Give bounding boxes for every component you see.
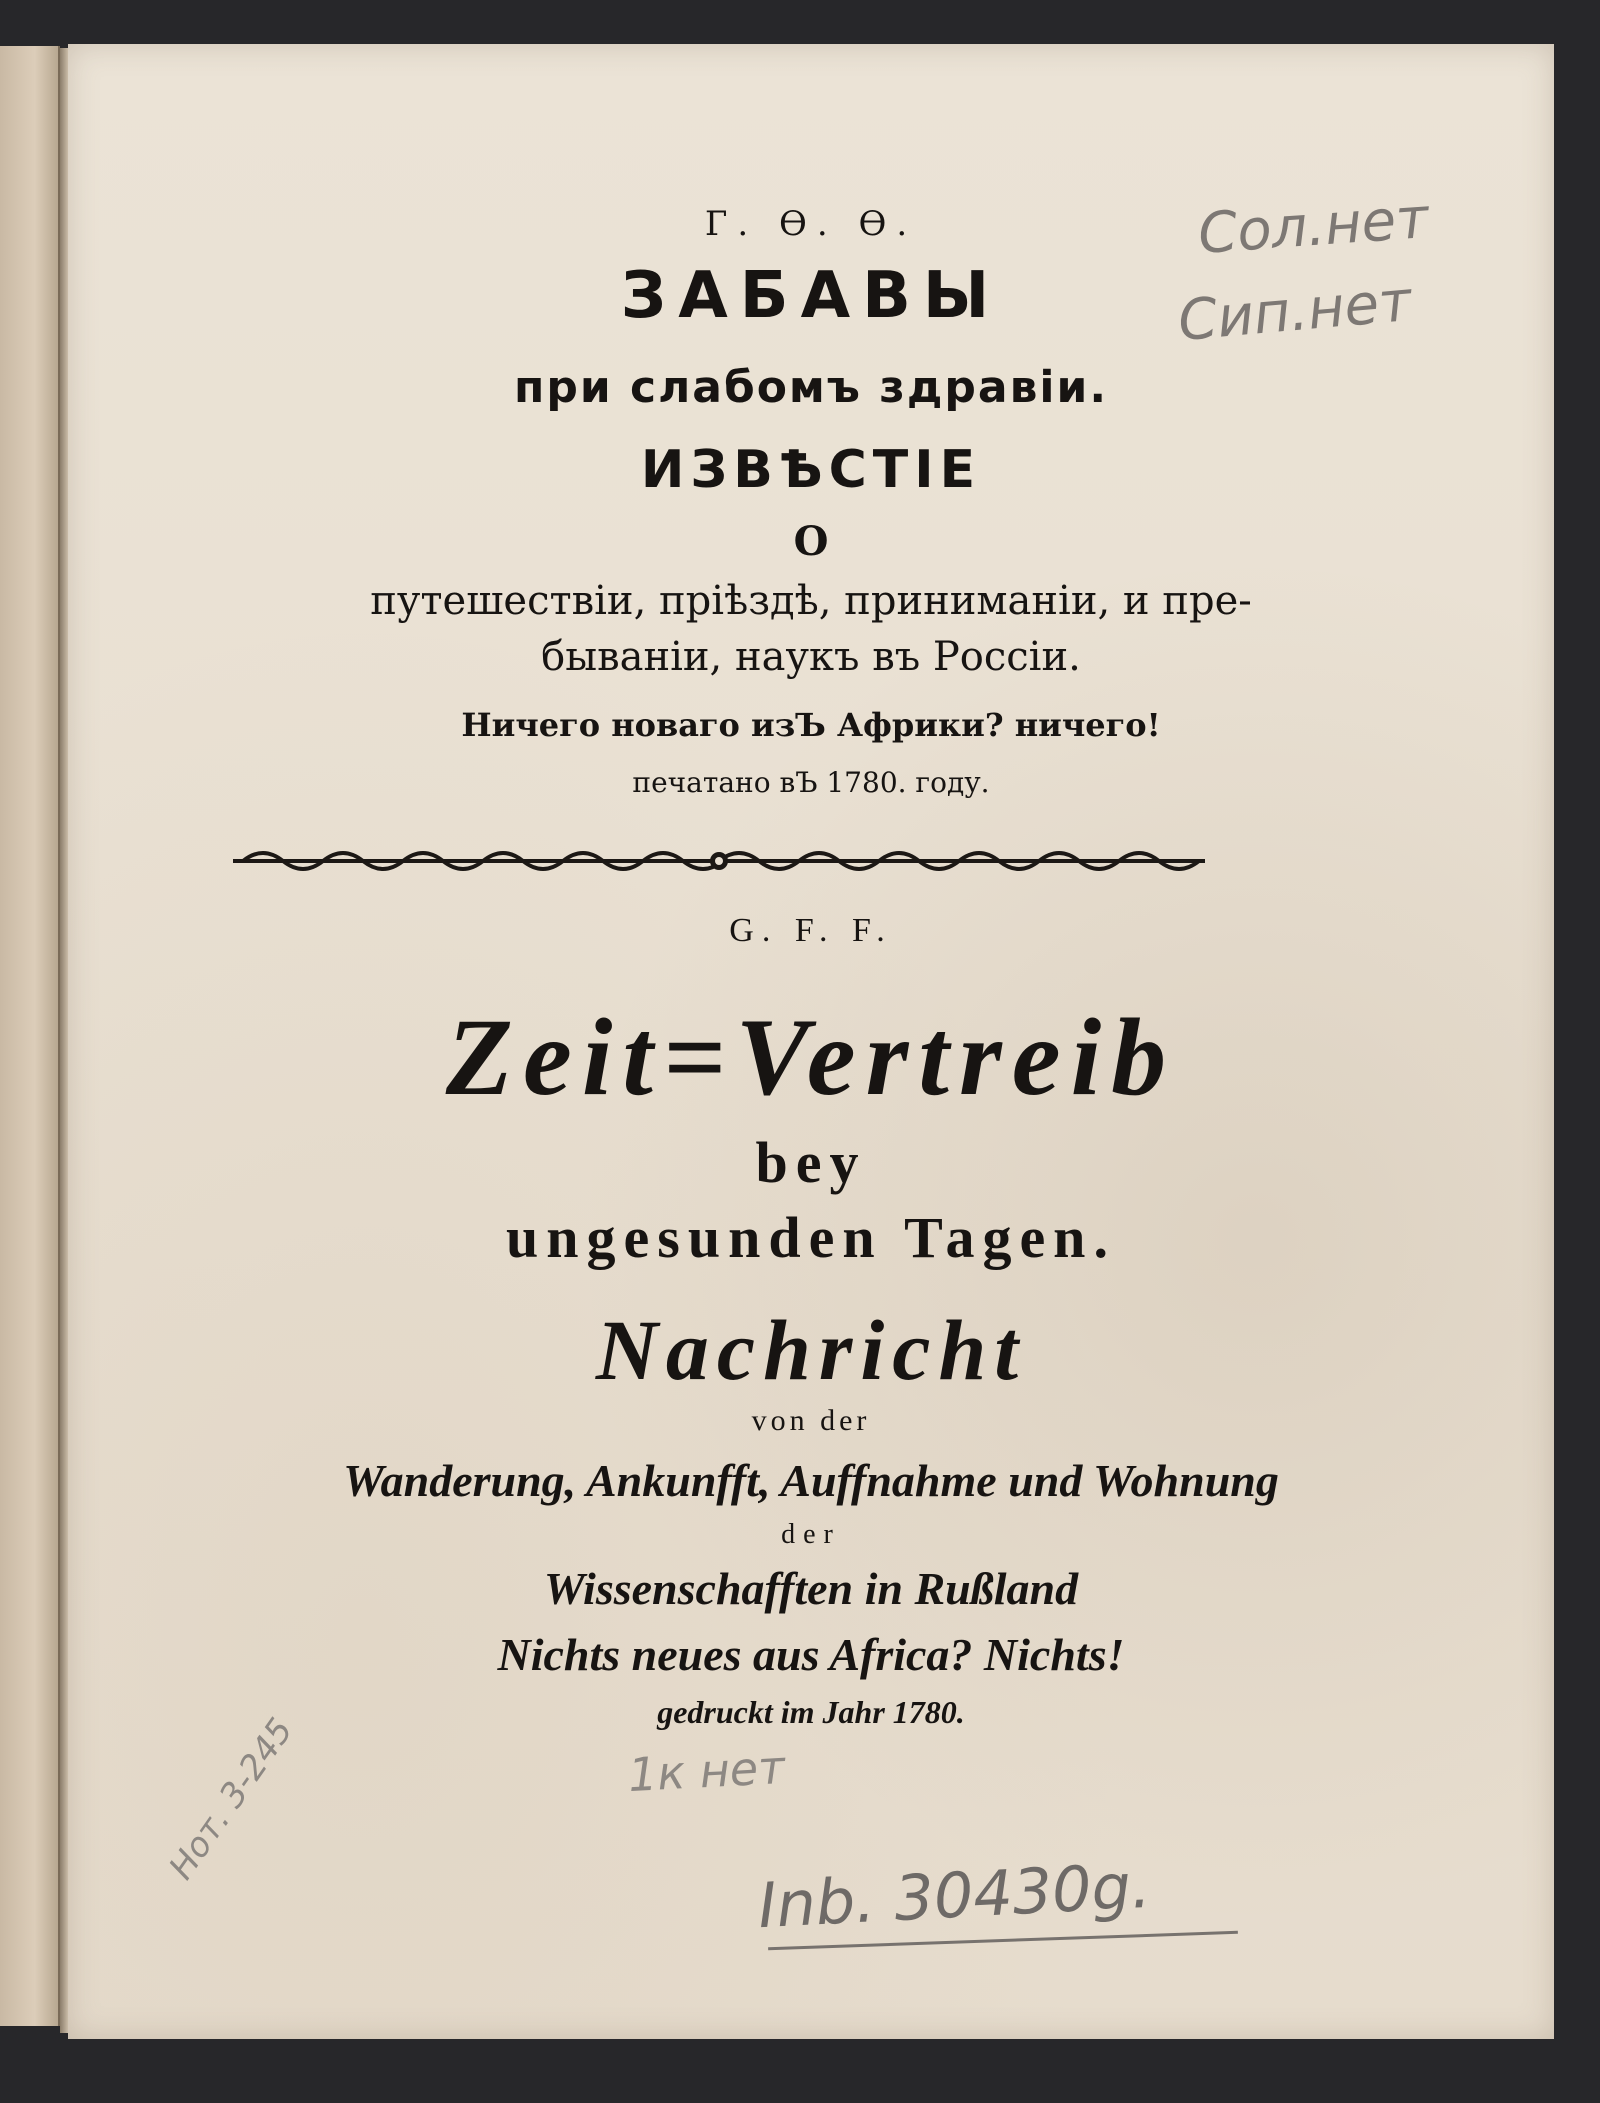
german-motto: Nichts neues aus Africa? Nichts! xyxy=(497,1629,1125,1680)
russian-subtitle: при слабомъ здравіи. xyxy=(513,362,1109,413)
german-body-line-1: Wanderung, Ankunfft, Auffnahme und Wohnung xyxy=(343,1455,1279,1506)
russian-preposition: О xyxy=(793,518,829,565)
title-page xyxy=(68,44,1554,2039)
call-number-note: Inb. 30430g. xyxy=(756,1848,1153,1943)
russian-motto: Ничего новаго изЪ Африки? ничего! xyxy=(461,706,1161,744)
german-heading: Nachricht xyxy=(595,1302,1027,1398)
german-imprint: gedruckt im Jahr 1780. xyxy=(657,1694,965,1730)
russian-body-line-1: путешествіи, пріѣздѣ, приниманіи, и пре- xyxy=(370,578,1252,624)
german-von-der: von der xyxy=(751,1404,871,1437)
russian-initials: Г. Ѳ. Ѳ. xyxy=(704,204,918,244)
german-bey: bey xyxy=(755,1130,867,1195)
german-title: Zeit=Vertreib xyxy=(445,996,1177,1118)
pencil-note-top-right-2: Сип.нет xyxy=(1175,268,1414,355)
german-body-line-2: Wissenschafften in Rußland xyxy=(543,1563,1079,1614)
facing-page-edge xyxy=(0,46,60,2026)
pencil-note-top-right-1: Сол.нет xyxy=(1196,186,1431,267)
pencil-note-middle: 1к нет xyxy=(626,1739,787,1803)
pencil-note-left-margin: Нот. 3-245 xyxy=(161,1711,302,1887)
russian-imprint: печатано вЪ 1780. году. xyxy=(632,766,990,799)
german-der: der xyxy=(781,1519,841,1550)
russian-title: ЗАБАВЫ xyxy=(620,259,1002,333)
russian-heading: ИЗВѢСТІЕ xyxy=(640,440,982,500)
german-subtitle: ungesunden Tagen. xyxy=(506,1205,1116,1270)
russian-body-line-2: бываніи, наукъ въ Россіи. xyxy=(541,634,1081,680)
ornamental-divider xyxy=(233,842,1205,880)
german-initials: G. F. F. xyxy=(729,912,893,949)
